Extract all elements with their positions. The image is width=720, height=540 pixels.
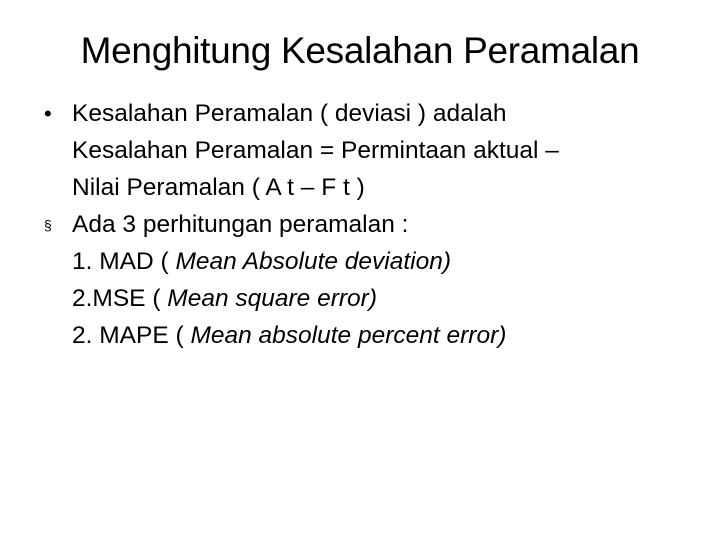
bullet-1-line-1: Kesalahan Peramalan ( deviasi ) adalah (72, 100, 507, 127)
list-item-mad (72, 244, 451, 280)
list-item-mse-term: Mean square error) (167, 285, 377, 312)
slide-title: Menghitung Kesalahan Peramalan (80, 30, 640, 71)
bullet-1-line-2: Kesalahan Peramalan = Permintaan aktual – (72, 137, 559, 164)
list-item-mape-prefix: 2. MAPE ( (72, 322, 191, 349)
list-item-mape-term: Mean absolute percent error) (190, 322, 507, 349)
list-item-mape (72, 318, 506, 354)
list-item-mad-term: Mean Absolute deviation) (175, 248, 452, 275)
bullet-square-marker: § (44, 217, 52, 233)
list-item-mse (72, 281, 377, 317)
list-item-mse-prefix: 2.MSE ( (72, 285, 168, 312)
bullet-dot-marker: • (44, 101, 52, 126)
bullet-1-line-3: Nilai Peramalan ( A t – F t ) (72, 174, 365, 201)
list-item-mad-prefix: 1. MAD ( (72, 248, 176, 275)
bullet-2-line-1: Ada 3 perhitungan peramalan : (72, 211, 409, 238)
